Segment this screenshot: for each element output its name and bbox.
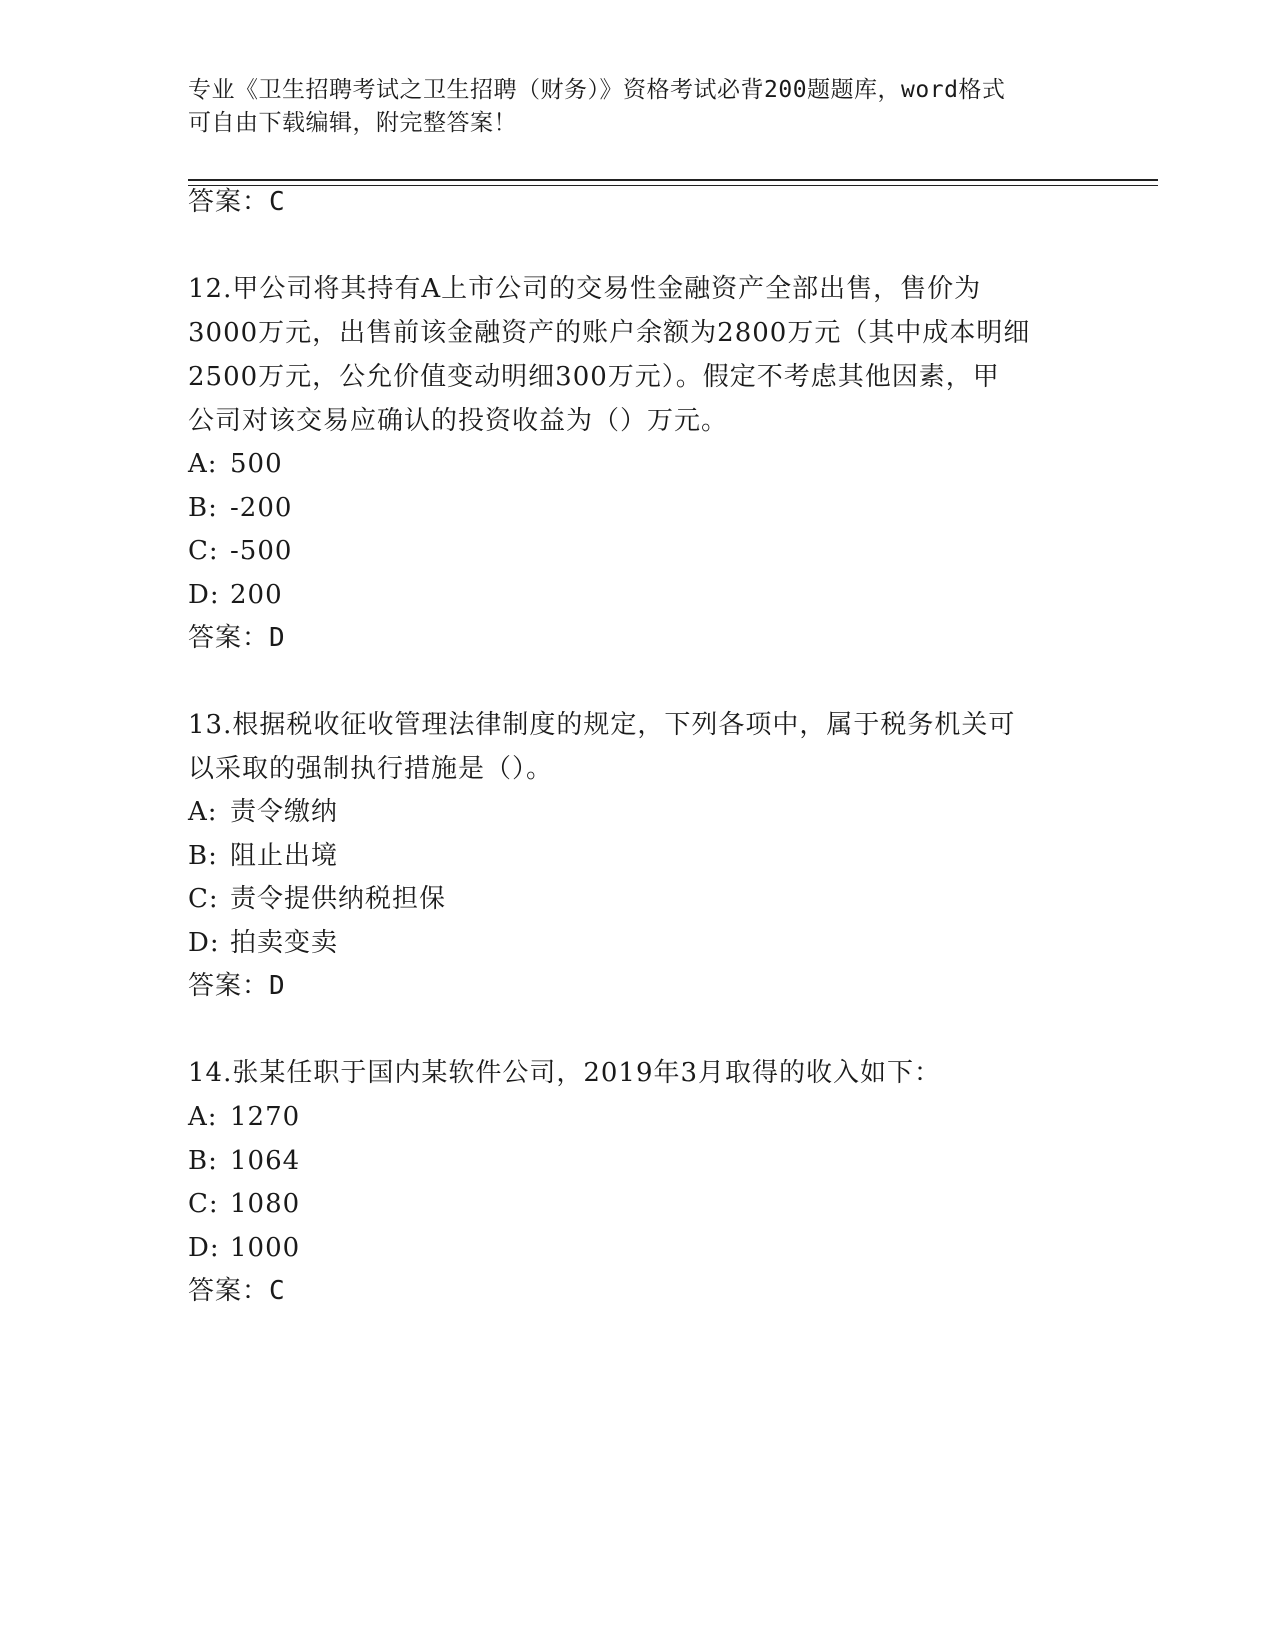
header-divider-thick: [188, 179, 1158, 181]
option-text: -500: [230, 536, 293, 566]
question-12-line-4: 公司对该交易应确认的投资收益为（）万元。: [188, 406, 729, 436]
option-text: 1064: [230, 1146, 301, 1176]
option-text: 阻止出境: [230, 841, 339, 871]
question-14-option-c: [188, 1187, 300, 1221]
option-label: D:: [188, 580, 220, 610]
option-text: 1000: [230, 1233, 301, 1263]
option-text: 责令提供纳税担保: [230, 884, 447, 914]
header-line-2: 可自由下载编辑，附完整答案！: [188, 110, 517, 136]
question-14-option-d: [188, 1231, 300, 1265]
option-text: 拍卖变卖: [230, 928, 339, 958]
question-12-answer: 答案：D: [188, 623, 286, 653]
option-text: 1270: [230, 1102, 301, 1132]
question-13-option-d: [188, 926, 338, 960]
option-label: B:: [188, 841, 218, 871]
header-line-1: 专业《卫生招聘考试之卫生招聘（财务）》资格考试必背200题题库，word格式: [188, 77, 1006, 103]
question-13-line-1: 13.根据税收征收管理法律制度的规定，下列各项中，属于税务机关可: [188, 710, 1016, 740]
question-13-option-c: [188, 882, 446, 916]
option-label: A:: [188, 797, 218, 827]
question-13-answer: 答案：D: [188, 971, 286, 1001]
question-12-option-b: [188, 491, 292, 525]
option-text: 责令缴纳: [230, 797, 339, 827]
option-label: D:: [188, 928, 220, 958]
option-text: 1080: [230, 1189, 301, 1219]
question-14-line-1: 14.张某任职于国内某软件公司，2019年3月取得的收入如下：: [188, 1058, 942, 1088]
question-12-option-c: [188, 534, 292, 568]
option-label: A:: [188, 449, 218, 479]
option-text: -200: [230, 493, 293, 523]
question-14-option-b: [188, 1144, 300, 1178]
question-13-option-a: [188, 795, 338, 829]
option-text: 200: [230, 580, 283, 610]
header-divider-thin: [188, 185, 1158, 186]
question-14-option-a: [188, 1100, 300, 1134]
option-label: D:: [188, 1233, 220, 1263]
option-label: C:: [188, 884, 219, 914]
question-12-option-d: [188, 578, 283, 612]
question-12-option-a: [188, 447, 283, 481]
option-label: B:: [188, 493, 218, 523]
option-label: B:: [188, 1146, 218, 1176]
question-12-line-2: 3000万元，出售前该金融资产的账户余额为2800万元（其中成本明细: [188, 318, 1031, 348]
question-13-option-b: [188, 839, 338, 873]
answer-line-prev: 答案：C: [188, 187, 286, 217]
question-13-line-2: 以采取的强制执行措施是（）。: [188, 754, 554, 784]
option-label: A:: [188, 1102, 218, 1132]
option-label: C:: [188, 1189, 219, 1219]
option-text: 500: [230, 449, 283, 479]
document-header: [188, 74, 1068, 140]
question-12-line-3: 2500万元，公允价值变动明细300万元）。假定不考虑其他因素，甲: [188, 362, 1000, 392]
question-12-line-1: 12.甲公司将其持有A上市公司的交易性金融资产全部出售，售价为: [188, 274, 982, 304]
question-14-answer: 答案：C: [188, 1276, 286, 1306]
option-label: C:: [188, 536, 219, 566]
